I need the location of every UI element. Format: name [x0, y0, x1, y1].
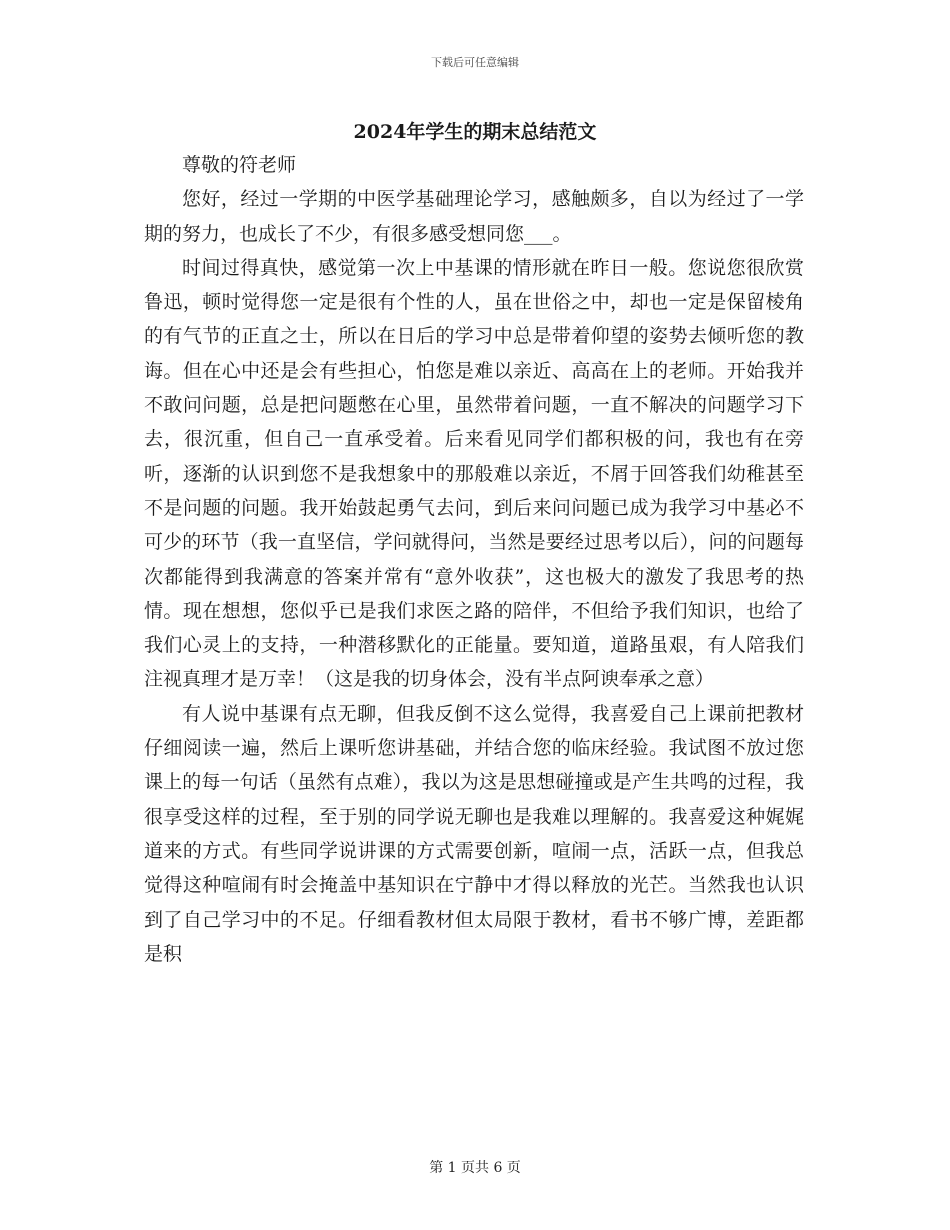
- page-footer: 第 1 页共 6 页: [429, 1160, 521, 1176]
- body-paragraph-3: 有人说中基课有点无聊，但我反倒不这么觉得，我喜爱自己上课前把教材仔细阅读一遍，然后上课听您讲基础，并结合您的临床经验。我试图不放过您课上的每一句话（虽然有点难），我以为这是思想碰撞或是产生共鸣的过程，我很享受这样的过程，至于别的同学说无聊也是我难以理解的。我喜爱这种娓娓道来的方式。有些同学说讲课的方式需要创新，喧闹一点，活跃一点，但我总觉得这种喧闹有时会掩盖中基知识在宁静中才得以释放的光芒。当然我也认识到了自己学习中的不足。仔细看教材但太局限于教材，看书不够广博，差距都是积: [144, 702, 804, 965]
- body-paragraph-1: 您好，经过一学期的中医学基础理论学习，感触颇多，自以为经过了一学期的努力，也成长了不少，有很多感受想同您___。: [144, 188, 804, 245]
- body-paragraph-2: 时间过得真快，感觉第一次上中基课的情形就在昨日一般。您说您很欣赏鲁迅，顿时觉得您一定是很有个性的人，虽在世俗之中，却也一定是保留棱角的有气节的正直之士，所以在日后的学习中总是带着仰望的姿势去倾听您的教诲。但在心中还是会有些担心，怕您是难以亲近、高高在上的老师。开始我并不敢问问题，总是把问题憋在心里，虽然带着问题，一直不解决的问题学习下去，很沉重，但自己一直承受着。后来看见同学们都积极的问，我也有在旁听，逐渐的认识到您不是我想象中的那般难以亲近，不屑于回答我们幼稚甚至不是问题的问题。我开始鼓起勇气去问，到后来问问题已成为我学习中基必不可少的环节（我一直坚信，学问就得问，当然是要经过思考以后），问的问题每次都能得到我满意的答案并常有“意外收获”，这也极大的激发了我思考的热情。现在想想，您似乎已是我们求医之路的陪伴，不但给予我们知识，也给了我们心灵上的支持，一种潜移默化的正能量。要知道，道路虽艰，有人陪我们注视真理才是万幸！（这是我的切身体会，没有半点阿谀奉承之意）: [144, 256, 804, 691]
- document-body: [144, 148, 804, 971]
- salutation-paragraph: 尊敬的符老师: [182, 154, 297, 176]
- header-note: 下载后可任意编辑: [431, 56, 519, 69]
- document-title: 2024年学生的期末总结范文: [353, 121, 597, 143]
